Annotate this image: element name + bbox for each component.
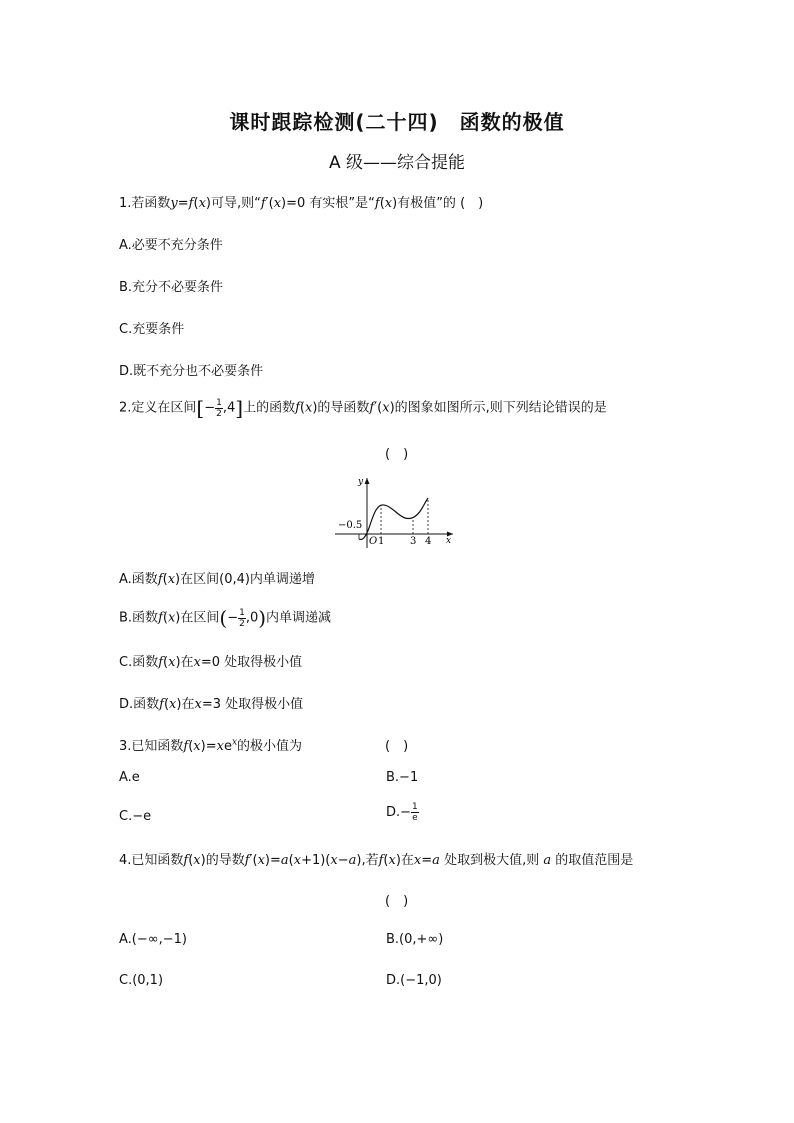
math: f — [295, 400, 300, 416]
math: a — [280, 853, 289, 868]
question-1-option-a: A.必要不充分条件 — [119, 238, 223, 253]
text: D.函数 — [119, 697, 160, 712]
text: 内单调递减 — [266, 610, 332, 626]
math: x — [273, 196, 282, 211]
text: )在 — [176, 697, 195, 712]
question-3-answer-blank: ( ) — [385, 739, 409, 754]
math: x — [216, 739, 224, 754]
math: y — [170, 196, 178, 211]
math: f — [158, 655, 164, 670]
math: f — [244, 853, 250, 868]
text: )= — [264, 853, 281, 868]
question-3-option-d — [386, 802, 419, 823]
question-4-option-b: B.(0,+∞) — [386, 932, 444, 947]
math: f — [378, 853, 384, 868]
text: =3 处取得极小值 — [201, 697, 304, 712]
text: 的极小值为 — [237, 739, 303, 754]
text: )可导,则“ — [205, 196, 261, 211]
math: x — [193, 739, 201, 754]
math: x — [167, 572, 176, 587]
text: − — [337, 853, 349, 868]
fraction — [238, 608, 246, 629]
frac-num: 1 — [412, 802, 418, 812]
question-2-option-b — [119, 606, 331, 630]
question-2-option-c — [119, 651, 302, 670]
question-4-stem — [119, 849, 633, 868]
question-1-option-b: B.充分不必要条件 — [119, 280, 224, 295]
frac-den: 2 — [239, 618, 245, 629]
text: =0 处取得极小值 — [200, 655, 303, 670]
math: x — [413, 853, 422, 868]
question-2-option-d — [119, 693, 303, 712]
frac-num: 1 — [239, 607, 245, 618]
fraction — [215, 398, 223, 419]
text: )的导数 — [200, 853, 245, 868]
math: − — [227, 610, 239, 626]
derivative-curve — [359, 498, 428, 539]
math: a — [543, 853, 552, 868]
text: ( — [163, 655, 169, 670]
fraction — [411, 802, 419, 823]
math: f — [183, 739, 189, 754]
x-axis-label: x — [446, 536, 452, 546]
text: C.函数 — [119, 655, 159, 670]
text: ( — [188, 739, 194, 754]
math: x — [193, 853, 201, 868]
math: x — [198, 196, 206, 211]
text: ( — [299, 400, 305, 416]
math: x — [193, 655, 201, 670]
text: B.函数 — [119, 610, 159, 626]
text: ( — [193, 196, 199, 211]
y-axis-arrow — [365, 478, 370, 484]
text: ( — [163, 697, 170, 712]
tick-label-1: 1 — [378, 536, 385, 547]
exponent: x — [231, 737, 238, 748]
math: a — [348, 853, 357, 868]
question-1-stem — [119, 192, 483, 211]
text: ′( — [265, 196, 274, 211]
math: f — [158, 610, 163, 626]
text: ′( — [249, 853, 258, 868]
text: 4.已知函数 — [119, 853, 184, 868]
tick-label-3: 3 — [410, 536, 417, 547]
text: )的图象如图所示,则下列结论错误的是 — [389, 400, 607, 416]
math: x — [293, 853, 302, 868]
text: ( — [162, 610, 168, 626]
origin-label: O — [369, 536, 378, 547]
question-4-option-a: A.(−∞,−1) — [119, 932, 187, 947]
question-1-option-c: C.充要条件 — [119, 322, 185, 337]
text: 上的函数 — [243, 400, 296, 416]
math: ,0 — [245, 610, 259, 626]
question-3-option-a: A.e — [119, 770, 140, 785]
math: a — [432, 853, 440, 868]
bracket: ) — [258, 606, 267, 630]
text: )在区间 — [175, 610, 220, 626]
derivative-graph — [335, 472, 460, 548]
text: ( — [379, 196, 385, 211]
question-4-option-d: D.(−1,0) — [386, 973, 442, 988]
section-subtitle: A 级——综合提能 — [328, 153, 466, 173]
math: x — [382, 400, 390, 416]
frac-den: e — [412, 813, 418, 823]
math: x — [257, 853, 265, 868]
text: = — [421, 853, 433, 868]
math: x — [304, 400, 313, 416]
neg-half-label: −0.5 — [338, 520, 363, 531]
text: )= — [200, 739, 217, 754]
text: )在区间(0,4)内单调递增 — [175, 572, 315, 587]
text: A.函数 — [119, 572, 158, 587]
math: x — [330, 853, 338, 868]
text: ( — [188, 853, 194, 868]
y-axis-label: y — [358, 477, 364, 487]
math: f — [369, 400, 375, 416]
math: x — [167, 610, 176, 626]
math: f — [183, 853, 189, 868]
text: )的导函数 — [312, 400, 370, 416]
text: +1)( — [301, 853, 331, 868]
tick-label-4: 4 — [425, 536, 432, 547]
math: f — [188, 196, 194, 211]
text: )在 — [175, 655, 194, 670]
question-3-stem — [119, 735, 302, 754]
text: = — [177, 196, 189, 211]
question-2-stem — [119, 396, 607, 420]
text: ),若 — [356, 853, 379, 868]
math: f — [159, 697, 164, 712]
math: x — [388, 853, 396, 868]
math: ,4 — [222, 400, 236, 416]
math: x — [194, 697, 202, 712]
text: )有极值”的 ( ) — [392, 196, 484, 211]
text: e — [223, 739, 232, 754]
question-2-option-a — [119, 568, 315, 587]
math: x — [168, 655, 176, 670]
math: x — [384, 196, 393, 211]
question-3-option-b: B.−1 — [386, 770, 419, 785]
text: 的取值范围是 — [551, 853, 634, 868]
page-title: 课时跟踪检测(二十四) 函数的极值 — [229, 110, 565, 134]
frac-num: 1 — [216, 397, 222, 408]
bracket: ( — [219, 606, 228, 630]
question-4-option-c: C.(0,1) — [119, 973, 164, 988]
question-1-option-d: D.既不充分也不必要条件 — [119, 364, 264, 379]
bracket: ] — [235, 396, 244, 420]
math: x — [169, 697, 177, 712]
text: ( — [383, 853, 389, 868]
text: 处取到极大值,则 — [439, 853, 544, 868]
text: ′( — [374, 400, 383, 416]
question-4-answer-blank: ( ) — [385, 894, 409, 909]
bracket: [ — [196, 396, 205, 420]
text: )在 — [395, 853, 414, 868]
text: D.− — [386, 805, 412, 820]
text: ( — [288, 853, 294, 868]
math: f — [260, 196, 266, 211]
text: 1.若函数 — [119, 196, 171, 211]
text: 2.定义在区间 — [119, 400, 197, 416]
frac-den: 2 — [216, 408, 222, 419]
question-2-answer-blank: ( ) — [385, 447, 409, 462]
text: )=0 有实根”是“ — [281, 196, 375, 211]
math: f — [157, 572, 163, 587]
text: ( — [162, 572, 168, 587]
question-3-option-c: C.−e — [119, 809, 152, 824]
math: f — [374, 196, 380, 211]
math: − — [204, 400, 216, 416]
text: 3.已知函数 — [119, 739, 184, 754]
